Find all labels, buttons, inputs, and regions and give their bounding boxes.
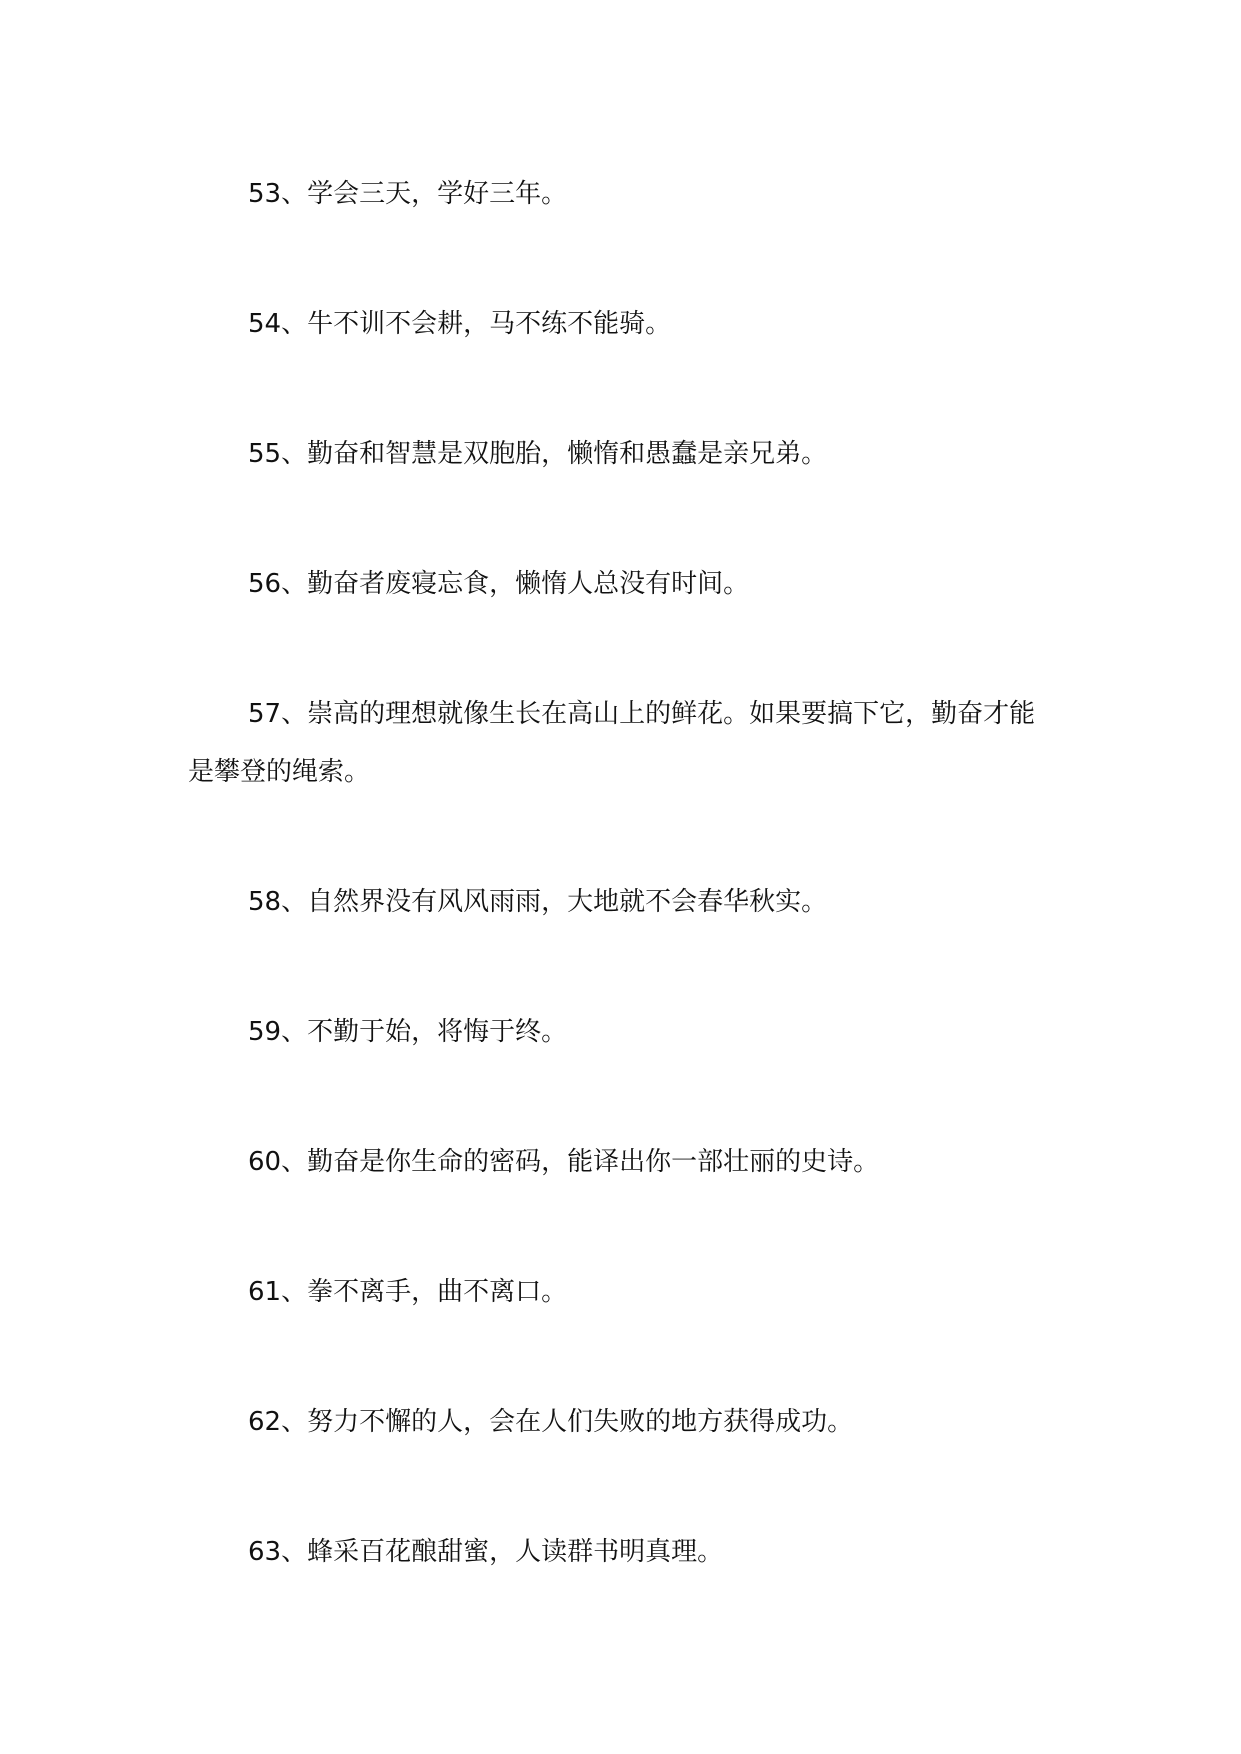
quote-item-60: 60、勤奋是你生命的密码，能译出你一部壮丽的史诗。 [248,1147,880,1177]
quote-item-61: 61、拳不离手，曲不离口。 [248,1277,568,1307]
quote-item-55: 55、勤奋和智慧是双胞胎，懒惰和愚蠢是亲兄弟。 [248,439,828,469]
quote-item-54: 54、牛不训不会耕，马不练不能骑。 [248,309,672,339]
quote-item-57: 57、崇高的理想就像生长在高山上的鲜花。如果要搞下它，勤奋才能是攀登的绳索。 [188,699,1036,787]
quote-item-53: 53、学会三天，学好三年。 [248,179,568,209]
quote-item-58: 58、自然界没有风风雨雨，大地就不会春华秋实。 [248,887,828,917]
quote-list [188,165,1058,1653]
quote-item-56: 56、勤奋者废寝忘食，懒惰人总没有时间。 [248,569,750,599]
quote-item-62: 62、努力不懈的人，会在人们失败的地方获得成功。 [248,1407,854,1437]
quote-item-63: 63、蜂采百花酿甜蜜，人读群书明真理。 [248,1537,724,1567]
quote-item-59: 59、不勤于始，将悔于终。 [248,1017,568,1047]
